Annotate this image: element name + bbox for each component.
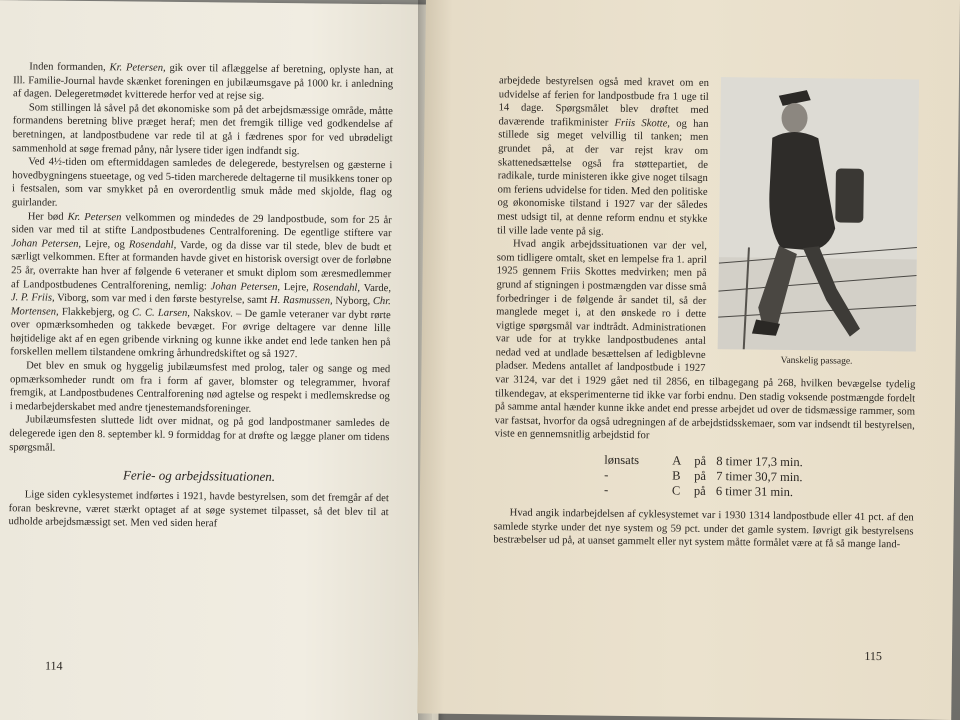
italic-text: Rosendahl, (312, 281, 361, 294)
pay-rate-preposition: på (694, 468, 707, 483)
section-heading: Ferie- og arbejdssituationen. (122, 467, 276, 485)
text-run: og han stillede sig meget velvillig til tanken; men grundet på, at der var rejst krav om skattenedsættelse også fra støttepartiet, de radikale, turde ministeren ikke give noget tilsagn om feriens udvidelse for tiden. Med den politiske og økonomiske tilstand i 1927 var der således mest udsigt til, at denne reform endnu et stykke til ville lade vente på sig. (497, 118, 709, 238)
photo-postman (718, 77, 919, 351)
pay-rate-class: C (671, 483, 681, 498)
italic-text: Kr. Petersen (67, 211, 122, 223)
text-run: Varde, og da disse var til stede, blev de budt et særligt velkommen. Efter at formanden havde givet en historisk oversigt over de forløbne 25 år, overrakte han hver af følgende 6 veteraner et smukt diplom som æresmedlemmer af Landpostbudenes Centralforening, nemlig: (10, 239, 392, 292)
text-run: Flakkebjerg, og (58, 306, 133, 319)
pay-rate-row (604, 483, 914, 502)
italic-text: Rosendahl, (128, 239, 177, 251)
italic-text: H. Rasmussen, (269, 295, 333, 307)
pay-rate-value: 7 timer 30,7 min. (716, 469, 803, 485)
text-run: Nakskov. – De gamle veteraner var dybt rørte over opmærksomheden og takkede bevæget. For øvrige deltagere var denne lille højtidelige akt af en egen gribende virkning og kunne ikke andet end lede tanken hen på forskellen mellem tilstandene omkring århundredskiftet og så 1927. (10, 307, 391, 361)
text-run: Jubilæumsfesten sluttede lidt over midnat, og på god landpostmaner samledes de delegerede igen den 8. september kl. 9 formiddag for at drøfte og lægge planer om tidens spørgsmål. (9, 414, 390, 454)
left-page-text (9, 60, 393, 458)
pay-rate-class: A (672, 453, 682, 468)
text-run: Viborg, som var med i den første bestyrelse, samt (54, 292, 271, 306)
italic-text: Chr. Mortensen, (10, 296, 391, 318)
paragraph (12, 155, 393, 213)
paragraph (12, 101, 393, 159)
text-run: Som stillingen lå såvel på det økonomiske som på det arbejdsmæssige område, måtte formandens beretning blive præget heraf; men det fremgik tillige ved godkendelse af beretningen, at landpostbudene var rede til at gå i fædrenes spor for ved ubrødeligt sammenhold at søge fremad påny, når lysere tider igen indfandt sig. (12, 102, 393, 157)
page-number-right: 115 (864, 648, 883, 664)
text-run: Nyborg, (332, 295, 373, 308)
left-page-closing-text (8, 488, 388, 533)
pay-rate-value: 8 timer 17,3 min. (716, 454, 803, 470)
photo-figure (718, 77, 920, 367)
text-run: Ved 4½-tiden om eftermiddagen samledes de delegerede, bestyrelsen og gæsterne i hovedbygningens stueetage, og ved 5-tiden marcherede deltagerne til musikkens toner op i festsalen, som var smykket på en overordentlig smuk måde med skjolde, flag og guirlander. (11, 156, 393, 209)
italic-text: Johan Petersen, (11, 237, 82, 250)
text-run: Hvad angik arbejdssituationen var der vel, som tidligere omtalt, sket en lempelse fra 1. april 1925 gennem Friis Skottes medvirken; men på grund af stigningen i postmængden var disse små forbedringer i de følgende år sandet til, så der manglede meget i, at den ønskede ro i dette vigtige spørgsmål var indtrådt. Administrationen var ude for at trykke landpostbudenes antal nedad ved at undlade besættelsen af ledigblevne pladser. Medens antallet af landpostbude i 1927 var 3124, var det i 1929 gået ned til 2856, en tilbagegang på 268, hvilken bevægelse tydelig tilkendegav, at eksperimenterne tid ikke var forbi endnu. Den stadig voksende postmængde fordelt på samme antal hænder kunne ikke andet end presse arbejdet ud over de tidsmæssige rammer, som var fastsat, hvorfor da også udregningen af de arbejdstidsskemaer, som var indsendt til bestyrelsen, viste en gennemsnitlig arbejdstid for (494, 238, 916, 442)
pay-rate-value: 6 timer 31 min. (715, 484, 794, 500)
pay-rate-label: lønsats (604, 452, 640, 468)
right-page-closing-text (493, 506, 913, 552)
paragraph (493, 506, 913, 552)
paragraph (8, 488, 388, 533)
text-run: Inden formanden, (29, 61, 110, 74)
text-run: Det blev en smuk og hyggelig jubilæumsfest med prolog, taler og sange og med opmærksomheder rundt om fra i form af gaver, blomster og telegrammer, hvoraf fremgik, at Landpostbudenes Centralforening nød agtelse og respekt i medlemskredse og i medarbejderskabet med andre tjenestemandsforeninger. (9, 360, 391, 415)
paragraph (10, 359, 391, 417)
italic-text: J. P. Friis, (10, 292, 55, 304)
italic-text: Kr. Petersen, (109, 62, 166, 74)
text-run: gik over til aflæggelse af beretning, oplyste han, at Ill. Familie-Journal havde skænket foreningen en jubilæumsgave på 1000 kr. i anledning af dagen. Delegeretmødet kvitterede herfor ved at rejse sig. (12, 62, 394, 103)
pay-rate-table (604, 453, 915, 502)
photo-caption: Vanskelig passage. (780, 355, 853, 367)
paragraph (10, 210, 392, 364)
paragraph (13, 60, 393, 105)
italic-text: Johan Petersen, (210, 280, 281, 293)
text-run: Lige siden cyklesystemet indførtes i 1921, havde bestyrelsen, som det fremgår af det foran beskrevne, været stærkt optaget af at søge systemet tilpasset, så det blev til at udholde arbejdsmæssigt set. Men ved siden heraf (8, 489, 389, 530)
text-run: Lejre, og (81, 238, 129, 251)
italic-text: Friis Skotte, (614, 117, 671, 130)
text-run: Varde, (359, 282, 392, 294)
postman-illustration (718, 77, 919, 351)
left-page (0, 0, 446, 720)
pay-rate-preposition: på (693, 483, 706, 498)
text-run: Hvad angik indarbejdelsen af cyklesystemet var i 1930 1314 landpostbude eller 41 pct. af den samlede styrke under det nye system og 59 pct. under det gamle system. Iøvrigt gik bestyrelsens bestræbelser ud på, at uanset gammelt eller nyt system måtte formålet være at få så mange land- (493, 507, 914, 551)
text-run: Her bød (27, 210, 68, 223)
pay-rate-label: - (603, 482, 609, 497)
right-page (417, 0, 960, 720)
paragraph (9, 414, 389, 459)
page-number-left: 114 (44, 658, 63, 673)
pay-rate-preposition: på (694, 453, 707, 468)
pay-rate-class: B (672, 468, 681, 483)
pay-rate-label: - (604, 467, 609, 482)
italic-text: C. C. Larsen, (131, 307, 191, 319)
text-run: velkommen og mindedes de 29 landpostbude, som for 25 år siden var med til at stifte Landpostbudenes Centralforening. De egentlige stiftere var (11, 211, 392, 240)
text-run: arbejdede bestyrelsen også med kravet om en udvidelse af ferien for landpostbude fra 1 uge til 14 dage. Spørgsmålet blev drøftet med daværende trafikminister (498, 75, 710, 129)
text-run: Lejre, (280, 281, 313, 293)
